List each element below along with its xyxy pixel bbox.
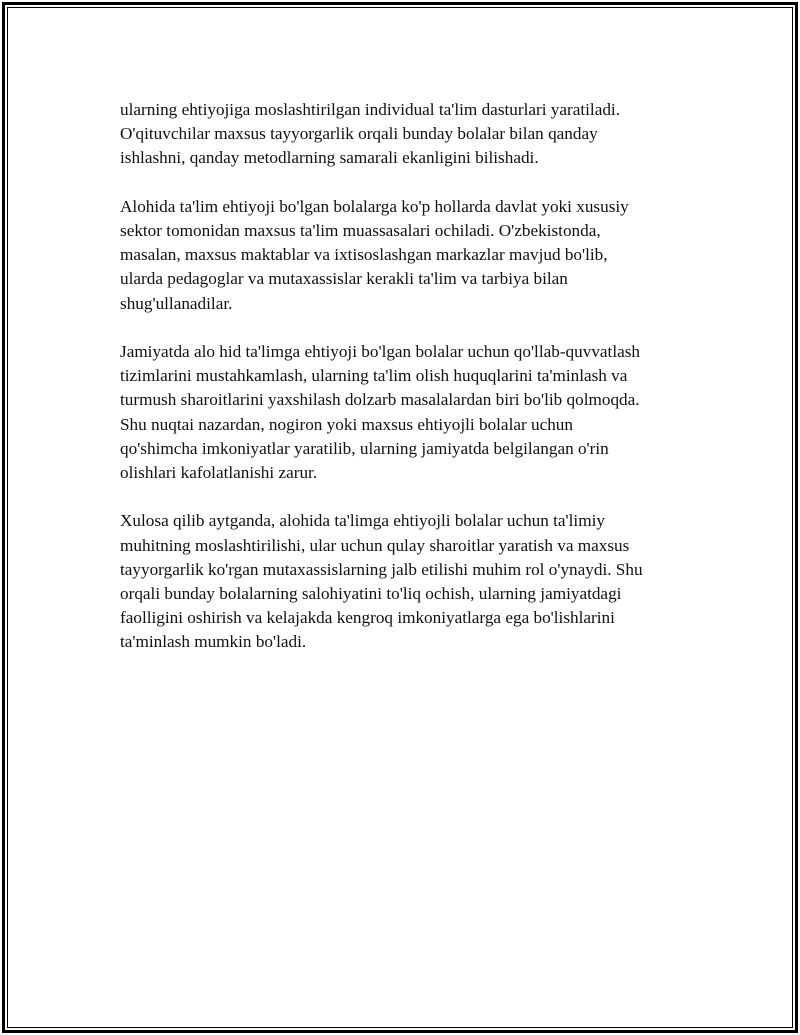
paragraph-2 <box>120 195 700 316</box>
paragraph-3 <box>120 340 700 485</box>
text-line: Alohida ta'lim ehtiyoji bo'lgan bolalarga ko'p hollarda davlat yoki xususiy <box>120 196 629 216</box>
text-line: Jamiyatda alo hid ta'limga ehtiyoji bo'lgan bolalar uchun qo'llab-quvvatlash <box>120 342 641 361</box>
text-line: qo'shimcha imkoniyatlar yaratilib, ularning jamiyatda belgilangan o'rin <box>120 438 609 458</box>
page-border-frame <box>2 2 798 1033</box>
text-line: ularning ehtiyojiga moslashtirilgan individual ta'lim dasturlari yaratiladi. <box>120 100 620 119</box>
text-line: muhitning moslashtirilishi, ular uchun qulay sharoitlar yaratish va maxsus <box>120 535 630 555</box>
text-line: turmush sharoitlarini yaxshilash dolzarb masalalardan biri bo'lib qolmoqda. <box>120 390 640 410</box>
text-line: orqali bunday bolalarning salohiyatini to'liq ochish, ularning jamiyatdagi <box>120 584 622 604</box>
text-line: Xulosa qilib aytganda, alohida ta'limga ehtiyojli bolalar uchun ta'limiy <box>120 511 605 531</box>
text-line: O'qituvchilar maxsus tayyorgarlik orqali bunday bolalar bilan qanday <box>120 124 598 144</box>
text-line: ta'minlash mumkin bo'ladi. <box>120 632 307 652</box>
text-line: shug'ullanadilar. <box>120 293 233 313</box>
text-line: ishlashni, qanday metodlarning samarali ekanligini bilishadi. <box>120 148 539 168</box>
text-line: olishlari kafolatlanishi zarur. <box>120 463 318 483</box>
text-line: ularda pedagoglar va mutaxassislar kerakli ta'lim va tarbiya bilan <box>120 269 568 289</box>
text-line: tayyorgarlik ko'rgan mutaxassislarning jalb etilishi muhim rol o'ynaydi. Shu <box>120 559 643 579</box>
text-line: faolligini oshirish va kelajakda kengroq imkoniyatlarga ega bo'lishlarini <box>120 608 615 628</box>
paragraph-1 <box>120 98 700 171</box>
document-body <box>120 98 700 679</box>
paragraph-4 <box>120 509 700 654</box>
text-line: masalan, maxsus maktablar va ixtisoslashgan markazlar mavjud bo'lib, <box>120 245 608 265</box>
text-line: tizimlarini mustahkamlash, ularning ta'lim olish huquqlarini ta'minlash va <box>120 366 628 386</box>
text-line: sektor tomonidan maxsus ta'lim muassasalari ochiladi. O'zbekistonda, <box>120 221 601 240</box>
text-line: Shu nuqtai nazardan, nogiron yoki maxsus ehtiyojli bolalar uchun <box>120 414 573 434</box>
